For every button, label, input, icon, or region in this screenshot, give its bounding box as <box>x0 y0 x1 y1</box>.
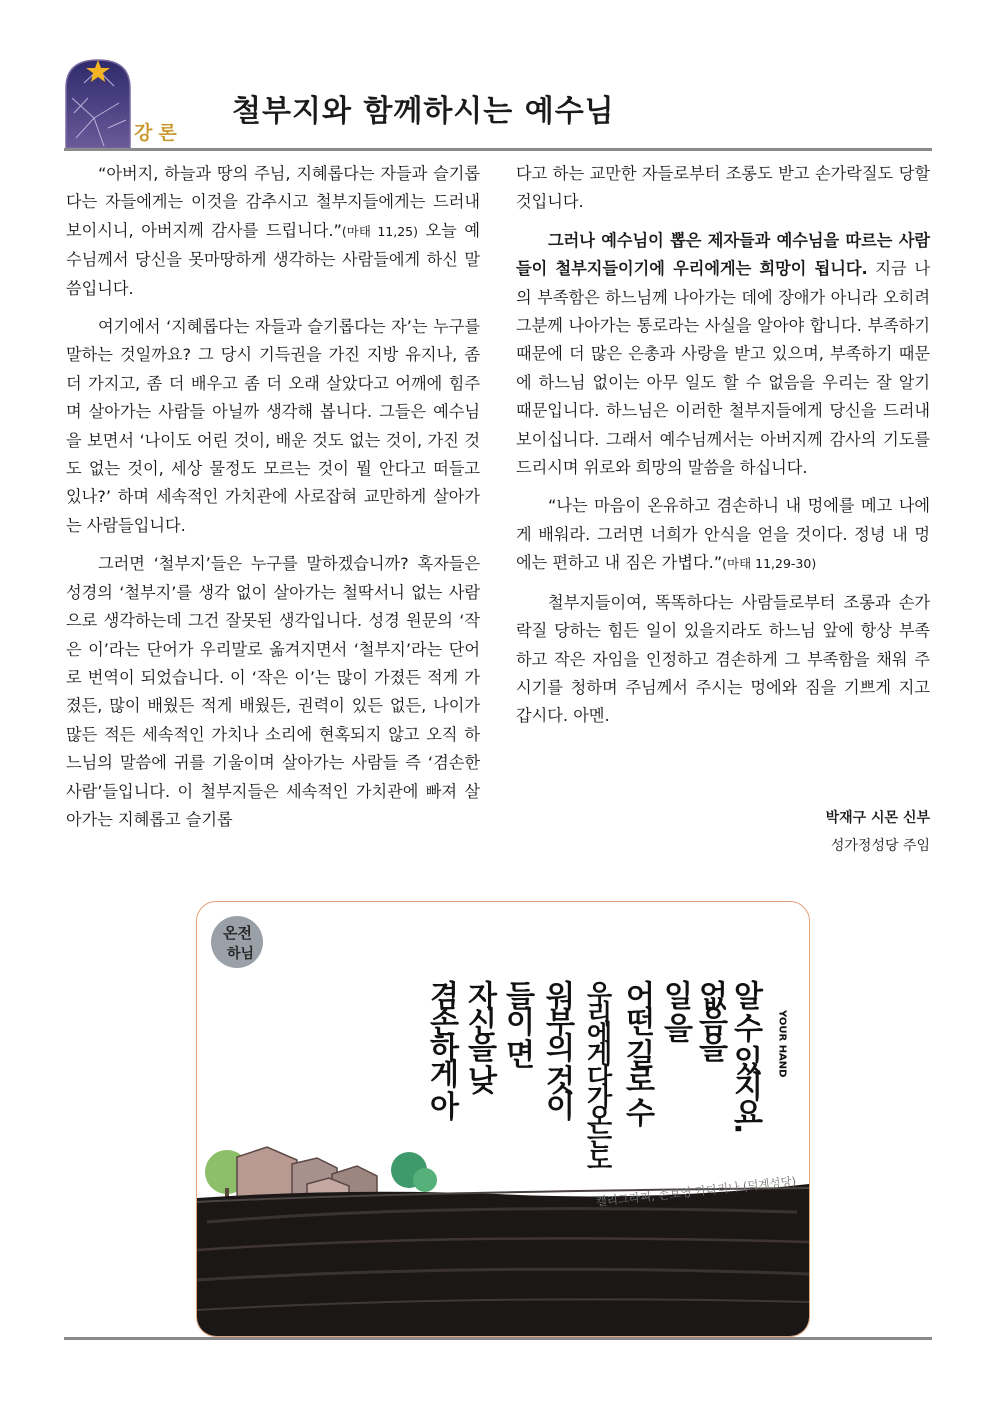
paragraph: 그러면 ‘철부지’들은 누구를 말하겠습니까? 혹자들은 성경의 ‘철부지’를 생각 없이 살아가는 철딱서니 없는 사람으로 생각하는데 그건 잘못된 생각입니다. 성경 원문의 ‘작은 이’라는 단어가 우리말로 옮겨지면서 ‘철부지’라는 단어로 번역이 되었습니다. 이 ‘작은 이’는 많이 가졌든 적게 가졌든, 많이 배웠든 적게 배웠든, 권력이 있든 없든, 나이가 많든 적든 세속적인 가치나 소리에 현혹되지 않고 오직 하느님의 말씀에 귀를 기울이며 살아가는 사람들 즉 ‘겸손한 사람’들입니다. 이 철부지들은 세속적인 가치관에 빠져 살아가는 지혜롭고 슬기롭 <box>66 554 480 829</box>
badge-text-line: 하님 <box>227 946 255 962</box>
calligraphy-artwork <box>196 901 810 1337</box>
top-divider <box>64 148 932 151</box>
scripture-quote: “나는 마음이 온유하고 겸손하니 내 멍에를 메고 나에게 배워라. 그러면 너희가 안식을 얻을 것이다. 정녕 내 멍에는 편하고 내 짐은 가볍다.” <box>516 496 930 573</box>
calligraphy-line: 워부의 것이 <box>539 980 575 1117</box>
author-name: 박재구 시몬 신부 <box>825 810 930 826</box>
paragraph-text: 오늘 예수님께서 당신을 못마땅하게 생각하는 사람들에게 하신 말씀입니다. <box>66 220 481 298</box>
paragraph <box>516 227 930 483</box>
paragraph: 철부지들이여, 똑똑하다는 사람들로부터 조롱과 손가락질 당하는 힘든 일이 있을지라도 하느님 앞에 항상 부족하고 작은 자임을 인정하고 겸손하게 그 부족함을 채워 주시기를 청하며 주님께서 주시는 멍에와 짐을 기쁘게 지고 갑시다. 아멘. <box>516 592 930 726</box>
author-role: 성가정성당 주임 <box>830 838 930 854</box>
calligraphy-line: 자신을 낮 <box>461 980 497 1091</box>
scripture-quote: “아버지, 하늘과 땅의 주님, 지혜롭다는 자들과 슬기롭다는 자들에게는 이것을 감추시고 철부지들에게는 드러내 보이시니, 아버지께 감사를 드립니다.” <box>66 164 480 240</box>
bottom-divider <box>64 1337 932 1340</box>
paragraph <box>516 492 930 578</box>
scripture-reference: (마태 11,29-30) <box>722 556 817 572</box>
paragraph-text: 지금 나의 부족함은 하느님께 나아가는 데에 장애가 아니라 오히려 그분께 나아가는 통로라는 사실을 알아야 합니다. 부족하기 때문에 더 많은 은총과 사랑을 받고 있으며, 부족하기 때문에 하느님 없이는 아무 일도 할 수 없음을 우리는 잘 알기 때문입니다. 하느님은 이러한 철부지들에게 당신을 드러내 보이십니다. 그래서 예수님께서는 아버지께 감사의 기도를 드리시며 위로와 희망의 말씀을 하십니다. <box>516 259 931 478</box>
calligraphy-line: 어떤 길로 수 <box>619 980 655 1123</box>
author-signature <box>700 804 930 860</box>
artwork-caption: 캘리그라피, 손보영 카타리나 (덕계성당) <box>595 1173 797 1209</box>
scripture-reference: (마태 11,25) <box>341 223 418 239</box>
calligraphy-line: 일 을 <box>657 980 693 1039</box>
calligraphy-line: 우리에게 다가오는 도 <box>582 980 612 1167</box>
side-text: YOUR HAND <box>776 1010 788 1078</box>
section-label: 강론 <box>134 122 183 144</box>
calligraphy-line: 없음을 <box>692 980 728 1058</box>
calligraphy-line: 알 수 있지요. <box>727 980 763 1131</box>
emphasized-text: 그러나 예수님이 뽑은 제자들과 예수님을 따르는 사람들이 철부지들이기에 우리에게는 희망이 됩니다. <box>516 230 930 279</box>
stained-glass-star-icon <box>64 58 132 148</box>
house-icon <box>237 1147 297 1197</box>
calligraphy-line: 들이 면 <box>499 980 535 1065</box>
paragraph: 여기에서 ‘지혜롭다는 자들과 슬기롭다는 자’는 누구를 말하는 것일까요? 그 당시 기득권을 가진 지방 유지나, 좀 더 가지고, 좀 더 배우고 좀 더 오래 살았다고 어깨에 힘주며 살아가는 사람들 아닐까 생각해 봅니다. 그들은 예수님을 보면서 ‘나이도 어린 것이, 배운 것도 없는 것이, 가진 것도 없는 것이, 세상 물정도 모르는 것이 뭘 안다고 떠들고 있나?’ 하며 세속적인 가치관에 사로잡혀 교만하게 살아가는 사람들입니다. <box>66 317 480 535</box>
artwork-illustration <box>197 902 809 1336</box>
right-column <box>516 160 930 741</box>
calligraphy-line: 겸손하게 아 <box>423 980 459 1117</box>
brushstroke-hill <box>197 1184 809 1336</box>
left-column <box>66 160 480 844</box>
paragraph: 다고 하는 교만한 자들로부터 조롱도 받고 손가락질도 당할 것입니다. <box>516 164 930 212</box>
badge-text-line: 온전 <box>223 924 252 942</box>
page-title: 철부지와 함께하시는 예수님 <box>232 94 615 129</box>
paragraph <box>66 160 480 303</box>
page-header <box>64 58 932 150</box>
